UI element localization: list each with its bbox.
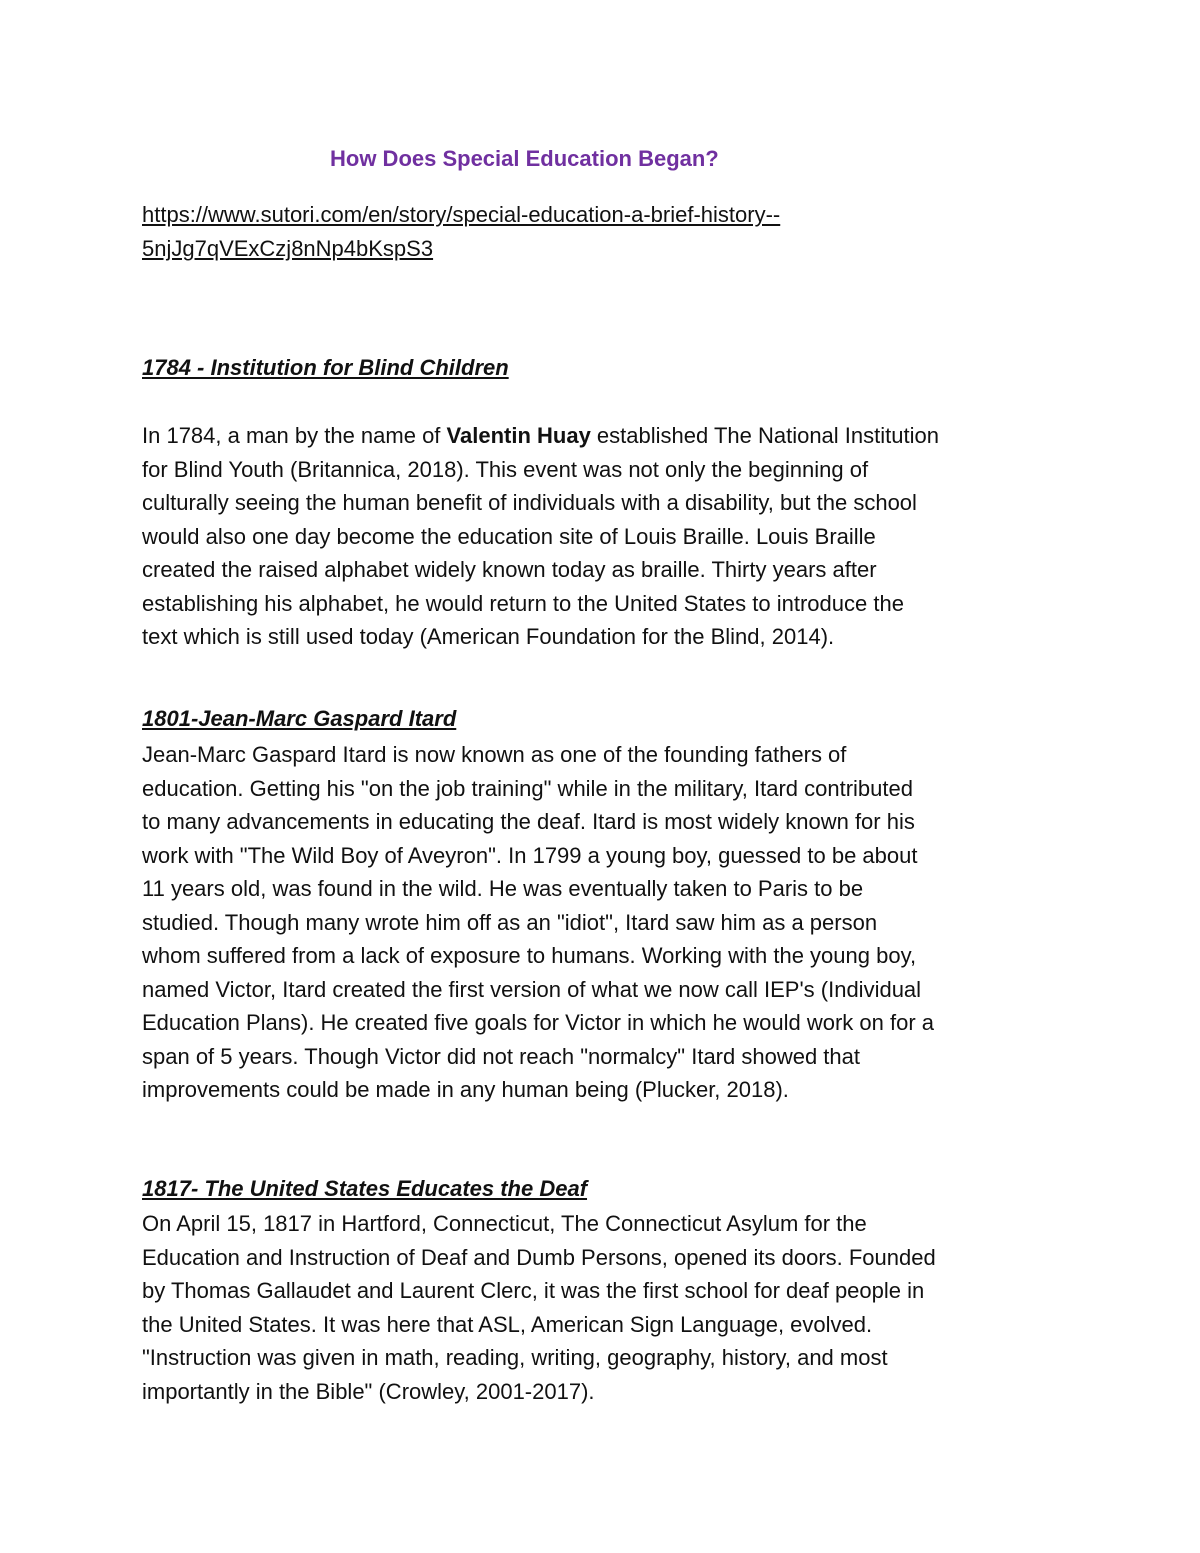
paragraph-line: would also one day become the education site of Louis Braille. Louis Braille: [142, 523, 876, 549]
paragraph-line: for Blind Youth (Britannica, 2018). This event was not only the beginning of: [142, 456, 869, 482]
source-link[interactable]: [142, 198, 1062, 266]
paragraph-line: work with "The Wild Boy of Aveyron". In 1799 a young boy, guessed to be about: [142, 842, 918, 868]
paragraph-line: whom suffered from a lack of exposure to humans. Working with the young boy,: [142, 943, 917, 968]
paragraph-line: importantly in the Bible" (Crowley, 2001-2017).: [142, 1378, 595, 1404]
section-body-1801: [142, 738, 1072, 1107]
section-body-1817: [142, 1207, 1072, 1408]
section-body-1784: [142, 419, 1072, 654]
person-name-bold: Valentin Huay: [446, 423, 591, 448]
paragraph-line: education. Getting his "on the job training" while in the military, Itard contributed: [142, 775, 913, 801]
paragraph-line: to many advancements in educating the deaf. Itard is most widely known for his: [142, 809, 915, 834]
paragraph-line: created the raised alphabet widely known today as braille. Thirty years after: [142, 557, 877, 582]
paragraph-line: Education and Instruction of Deaf and Dumb Persons, opened its doors. Founded: [142, 1244, 936, 1270]
document-title: How Does Special Education Began?: [330, 146, 719, 171]
section-heading-1784: 1784 - Institution for Blind Children: [142, 355, 509, 380]
source-link-line-2[interactable]: 5njJg7qVExCzj8nNp4bKspS3: [142, 236, 434, 261]
paragraph-line: Jean-Marc Gaspard Itard is now known as one of the founding fathers of: [142, 742, 847, 767]
section-heading-1817: 1817- The United States Educates the Deaf: [142, 1176, 588, 1201]
paragraph-line: culturally seeing the human benefit of individuals with a disability, but the school: [142, 490, 917, 515]
paragraph-line: improvements could be made in any human being (Plucker, 2018).: [142, 1077, 789, 1102]
paragraph-line: In 1784, a man by the name of Valentin Huay established The National Institution: [142, 423, 939, 448]
section-heading-1801: 1801-Jean-Marc Gaspard Itard: [142, 706, 457, 731]
paragraph-line: Education Plans). He created five goals for Victor in which he would work on for a: [142, 1010, 934, 1035]
paragraph-line: named Victor, Itard created the first version of what we now call IEP's (Individual: [142, 976, 922, 1002]
paragraph-line: studied. Though many wrote him off as an "idiot", Itard saw him as a person: [142, 909, 878, 935]
paragraph-line: by Thomas Gallaudet and Laurent Clerc, it was the first school for deaf people in: [142, 1278, 925, 1303]
paragraph-line: establishing his alphabet, he would return to the United States to introduce the: [142, 590, 904, 616]
paragraph-line: text which is still used today (American Foundation for the Blind, 2014).: [142, 624, 835, 649]
paragraph-line: the United States. It was here that ASL, American Sign Language, evolved.: [142, 1311, 873, 1337]
paragraph-line: span of 5 years. Though Victor did not reach "normalcy" Itard showed that: [142, 1043, 860, 1069]
paragraph-line: "Instruction was given in math, reading, writing, geography, history, and most: [142, 1345, 888, 1370]
paragraph-line: 11 years old, was found in the wild. He was eventually taken to Paris to be: [142, 876, 864, 901]
paragraph-line: On April 15, 1817 in Hartford, Connecticut, The Connecticut Asylum for the: [142, 1211, 867, 1236]
source-link-line-1[interactable]: https://www.sutori.com/en/story/special-education-a-brief-history--: [142, 202, 781, 227]
